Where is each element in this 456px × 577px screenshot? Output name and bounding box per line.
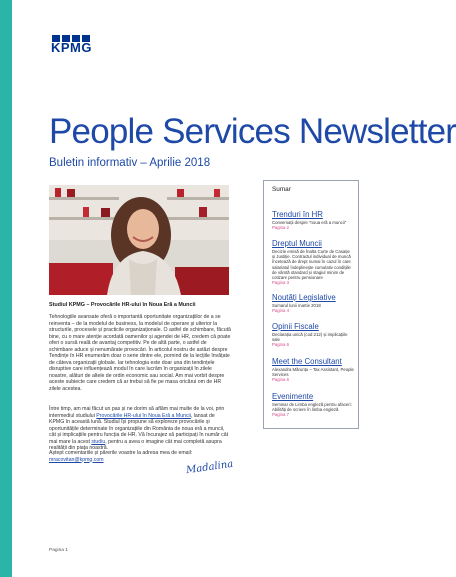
paragraph-2-text-b: , lansat de KPMG în această lună. Studiul își propune să exploreze provocările și oportunitățile determinate în organizațiile din România de noua eră a muncii, cât și implicațiile pentru funcția de HR. Vă încurajez să participați în număr cât mai mare la acest <box>49 412 229 445</box>
summary-link-fiscal-opinions[interactable]: Opinii Fiscale <box>272 322 319 331</box>
summary-sidebar <box>263 180 359 429</box>
summary-link-meet-consultant[interactable]: Meet the Consultant <box>272 357 342 366</box>
summary-page: Pagina 6 <box>272 342 289 348</box>
signature: Madalina <box>185 458 234 477</box>
article-paragraph-1: Tehnologiile avansate oferă o importantă oportunitate organizațiilor de a se reinventa – de la modelul de business, la modelul de operare și ulterior la structurile, procesele și practicile organizaționale. O astfel de schimbare, făcută bine, cu o mare atenție acordată oamenilor și agendei de HR, credem că poate oferi o sursă reală de avantaj competitiv. Pe de altă parte, o astfel de schimbare aduce și nenumărate provocări. În articolul nostru de astăzi despre Tendințe în HR enumerăm doar o serie dintre ele, pornind de la lecțiile învățate de câteva organizații globale. Iar tehnologia este doar una din tendințele disruptive care influențează modul în care lucrăm în organizații în zilele noastre, alături de altele de ordin economic sau social. Am mai vorbit despre aceste subiecte care credem că ar trebui să fie pe masa oricărui om de HR zilele acestea. <box>49 314 231 392</box>
summary-link-events[interactable]: Evenimente <box>272 392 314 401</box>
summary-desc: Conversații despre "noua eră a muncii" <box>272 220 347 225</box>
page-subtitle: Buletin informativ – Aprilie 2018 <box>49 157 211 169</box>
summary-page: Pagina 3 <box>272 280 289 286</box>
summary-desc: Decizie emisă de Înalta Curte de Casație și Justiție. Contractul individual de muncă încetează de drept numai în cazul în care salariatul îndeplinește cumulativ condițiile de vârstă standard și stagiul minim de cotizare pentru pensionare <box>272 249 351 281</box>
paragraph-2-text-c: , pentru a avea o imagine cât mai completă asupra realității din piața noastră. <box>49 438 222 451</box>
article-paragraph-3 <box>49 450 231 463</box>
summary-section-labour-law <box>272 239 354 285</box>
page-title: People Services Newsletter <box>49 112 456 151</box>
summary-section-hr-trends <box>272 210 354 230</box>
summary-section-events <box>272 392 354 418</box>
summary-link-labour-law[interactable]: Dreptul Muncii <box>272 239 322 248</box>
summary-page: Pagina 2 <box>272 225 289 231</box>
summary-desc: Alexandra Mărunțu – Tax Assistant, People Services <box>272 367 354 378</box>
paragraph-2-text-a: Între timp, am mai făcut un pas și ne dorim să aflăm mai multe de la voi, prin intermediul studiului <box>49 406 225 419</box>
article-title: Studiul KPMG – Provocările HR-ului în Noua Eră a Muncii <box>49 302 196 308</box>
summary-link-legislative-news[interactable]: Noutăți Legislative <box>272 293 336 302</box>
email-link[interactable]: mracovitan@kpmg.com <box>49 456 104 463</box>
paragraph-3-text: Aștept comentariile și părerile voastre la adresa mea de email: <box>49 450 193 456</box>
summary-desc: Seminar de Limba engleză pentru afaceri: Abilități de scriere în limba engleză <box>272 402 352 413</box>
logo-text: KPMG <box>51 40 92 55</box>
accent-bar <box>0 0 12 577</box>
summary-link-hr-trends[interactable]: Trenduri în HR <box>272 210 323 219</box>
summary-desc: Declarația unică (cod 212) și implicațiile sale <box>272 332 348 343</box>
summary-page: Pagina 7 <box>272 412 289 418</box>
page-number: Pagina 1 <box>49 548 68 553</box>
portrait-photo <box>49 185 229 295</box>
summary-heading: Sumar <box>272 186 291 193</box>
summary-page: Pagina 6 <box>272 377 289 383</box>
summary-page: Pagina 4 <box>272 308 289 314</box>
summary-section-meet-consultant <box>272 357 354 383</box>
article-paragraph-2 <box>49 406 231 452</box>
study-link[interactable]: Provocările HR-ului în Noua Eră a Muncii <box>96 412 191 419</box>
summary-desc: Sumarul lunii martie 2018 <box>272 303 321 308</box>
studiu-link[interactable]: studiu <box>91 438 106 445</box>
summary-section-fiscal-opinions <box>272 322 354 348</box>
summary-section-legislative-news <box>272 293 354 313</box>
